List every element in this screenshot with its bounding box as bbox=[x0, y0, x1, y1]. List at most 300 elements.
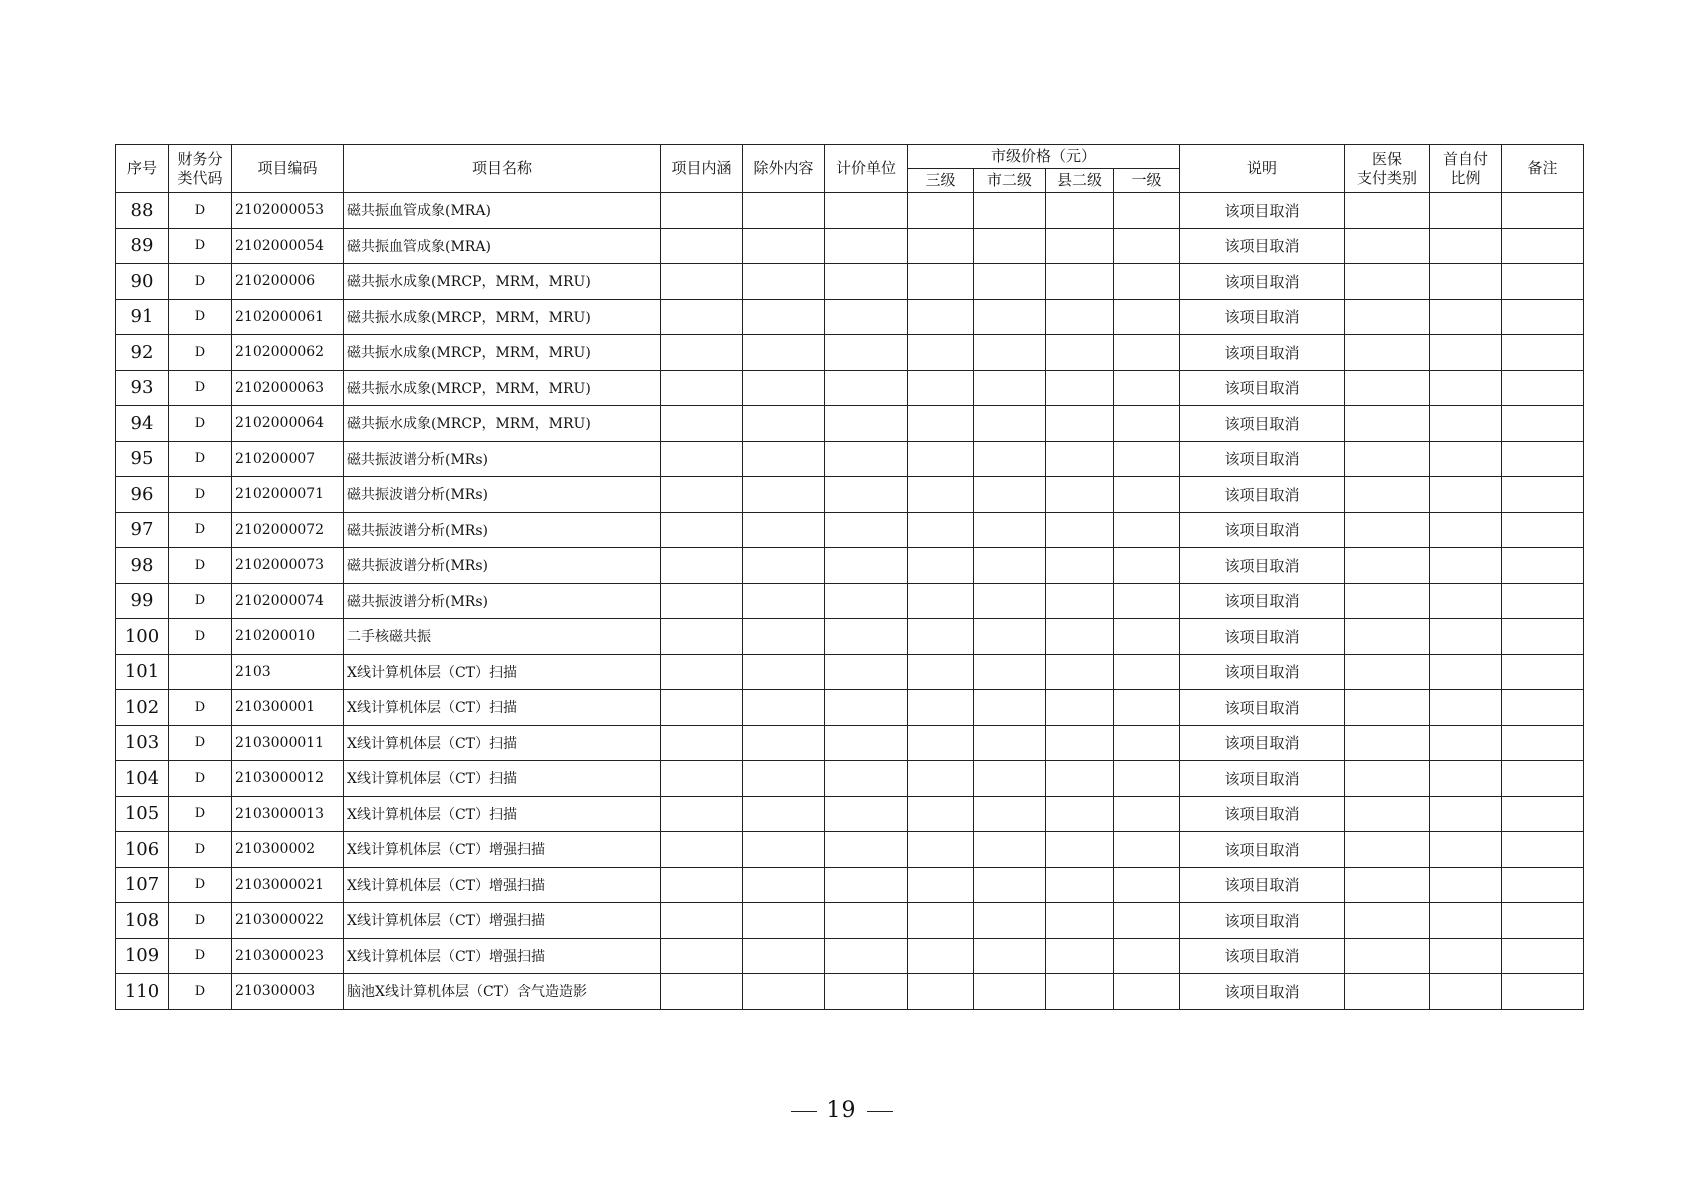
cell-remark: 该项目取消 bbox=[1180, 512, 1345, 548]
cell-seq: 101 bbox=[116, 654, 169, 690]
cell-exclusions bbox=[743, 938, 825, 974]
cell-price-city2 bbox=[974, 938, 1046, 974]
cell-price-city2 bbox=[974, 441, 1046, 477]
header-insurance-line1: 医保 bbox=[1372, 149, 1403, 168]
cell-price-city2 bbox=[974, 903, 1046, 939]
header-exclusions: 除外内容 bbox=[743, 145, 825, 193]
cell-connotation bbox=[661, 867, 743, 903]
cell-insurance bbox=[1345, 583, 1430, 619]
table-row bbox=[116, 193, 1584, 229]
cell-exclusions bbox=[743, 228, 825, 264]
header-self-pay bbox=[1430, 145, 1502, 193]
cell-price-level3 bbox=[908, 264, 974, 300]
cell-seq: 92 bbox=[116, 335, 169, 371]
cell-price-city2 bbox=[974, 867, 1046, 903]
cell-price-level1 bbox=[1114, 938, 1180, 974]
cell-price-level1 bbox=[1114, 832, 1180, 868]
cell-fin-code: D bbox=[169, 832, 232, 868]
cell-self-pay bbox=[1430, 690, 1502, 726]
cell-fin-code: D bbox=[169, 725, 232, 761]
cell-price-county2 bbox=[1046, 299, 1114, 335]
cell-remark: 该项目取消 bbox=[1180, 548, 1345, 584]
cell-exclusions bbox=[743, 654, 825, 690]
cell-exclusions bbox=[743, 974, 825, 1010]
cell-self-pay bbox=[1430, 938, 1502, 974]
cell-price-level1 bbox=[1114, 548, 1180, 584]
cell-connotation bbox=[661, 796, 743, 832]
cell-insurance bbox=[1345, 370, 1430, 406]
cell-item-code: 2103000013 bbox=[232, 796, 344, 832]
cell-price-level3 bbox=[908, 690, 974, 726]
cell-price-county2 bbox=[1046, 832, 1114, 868]
cell-price-level3 bbox=[908, 370, 974, 406]
cell-remark: 该项目取消 bbox=[1180, 264, 1345, 300]
cell-connotation bbox=[661, 299, 743, 335]
cell-remark: 该项目取消 bbox=[1180, 441, 1345, 477]
cell-note bbox=[1502, 299, 1584, 335]
table-row bbox=[116, 938, 1584, 974]
cell-price-level1 bbox=[1114, 690, 1180, 726]
cell-connotation bbox=[661, 903, 743, 939]
cell-price-level3 bbox=[908, 761, 974, 797]
cell-item-name: 磁共振波谱分析(MRs) bbox=[344, 548, 661, 584]
cell-remark: 该项目取消 bbox=[1180, 193, 1345, 229]
cell-insurance bbox=[1345, 477, 1430, 513]
cell-note bbox=[1502, 619, 1584, 655]
cell-exclusions bbox=[743, 690, 825, 726]
cell-remark: 该项目取消 bbox=[1180, 796, 1345, 832]
cell-price-city2 bbox=[974, 832, 1046, 868]
cell-price-county2 bbox=[1046, 406, 1114, 442]
cell-note bbox=[1502, 938, 1584, 974]
cell-note bbox=[1502, 796, 1584, 832]
header-level3: 三级 bbox=[908, 169, 974, 193]
cell-item-name: X线计算机体层（CT）扫描 bbox=[344, 654, 661, 690]
cell-fin-code: D bbox=[169, 512, 232, 548]
cell-seq: 99 bbox=[116, 583, 169, 619]
cell-price-level3 bbox=[908, 832, 974, 868]
cell-price-level1 bbox=[1114, 370, 1180, 406]
cell-unit bbox=[825, 264, 908, 300]
cell-fin-code: D bbox=[169, 406, 232, 442]
cell-item-code: 2102000071 bbox=[232, 477, 344, 513]
table-row bbox=[116, 725, 1584, 761]
cell-price-level3 bbox=[908, 619, 974, 655]
cell-remark: 该项目取消 bbox=[1180, 832, 1345, 868]
cell-seq: 106 bbox=[116, 832, 169, 868]
cell-unit bbox=[825, 974, 908, 1010]
cell-exclusions bbox=[743, 406, 825, 442]
cell-connotation bbox=[661, 974, 743, 1010]
cell-item-code: 210200007 bbox=[232, 441, 344, 477]
cell-price-city2 bbox=[974, 619, 1046, 655]
cell-exclusions bbox=[743, 725, 825, 761]
cell-seq: 100 bbox=[116, 619, 169, 655]
cell-item-name: X线计算机体层（CT）扫描 bbox=[344, 725, 661, 761]
cell-price-county2 bbox=[1046, 477, 1114, 513]
cell-note bbox=[1502, 548, 1584, 584]
cell-connotation bbox=[661, 761, 743, 797]
cell-price-county2 bbox=[1046, 619, 1114, 655]
cell-item-code: 210300002 bbox=[232, 832, 344, 868]
header-fin-code-line1: 财务分 bbox=[177, 149, 223, 168]
header-connotation: 项目内涵 bbox=[661, 145, 743, 193]
cell-price-level3 bbox=[908, 867, 974, 903]
cell-insurance bbox=[1345, 938, 1430, 974]
cell-remark: 该项目取消 bbox=[1180, 690, 1345, 726]
cell-self-pay bbox=[1430, 832, 1502, 868]
cell-price-level1 bbox=[1114, 441, 1180, 477]
header-fin-code-line2: 类代码 bbox=[177, 168, 223, 187]
cell-unit bbox=[825, 796, 908, 832]
cell-item-code: 2102000063 bbox=[232, 370, 344, 406]
cell-price-level3 bbox=[908, 725, 974, 761]
cell-price-city2 bbox=[974, 370, 1046, 406]
cell-item-name: 磁共振水成象(MRCP，MRM，MRU) bbox=[344, 335, 661, 371]
cell-price-city2 bbox=[974, 512, 1046, 548]
cell-connotation bbox=[661, 370, 743, 406]
cell-price-level1 bbox=[1114, 619, 1180, 655]
cell-price-city2 bbox=[974, 228, 1046, 264]
cell-note bbox=[1502, 370, 1584, 406]
header-item-name: 项目名称 bbox=[344, 145, 661, 193]
cell-price-level1 bbox=[1114, 725, 1180, 761]
cell-insurance bbox=[1345, 406, 1430, 442]
cell-seq: 93 bbox=[116, 370, 169, 406]
cell-seq: 98 bbox=[116, 548, 169, 584]
cell-self-pay bbox=[1430, 761, 1502, 797]
cell-note bbox=[1502, 477, 1584, 513]
table-row bbox=[116, 406, 1584, 442]
cell-seq: 102 bbox=[116, 690, 169, 726]
cell-price-level1 bbox=[1114, 264, 1180, 300]
table-row bbox=[116, 548, 1584, 584]
cell-connotation bbox=[661, 264, 743, 300]
cell-item-code: 2103000021 bbox=[232, 867, 344, 903]
cell-price-county2 bbox=[1046, 867, 1114, 903]
cell-note bbox=[1502, 654, 1584, 690]
table-row bbox=[116, 441, 1584, 477]
cell-exclusions bbox=[743, 264, 825, 300]
table-row bbox=[116, 832, 1584, 868]
cell-price-level1 bbox=[1114, 477, 1180, 513]
cell-insurance bbox=[1345, 335, 1430, 371]
cell-self-pay bbox=[1430, 264, 1502, 300]
cell-connotation bbox=[661, 548, 743, 584]
cell-price-county2 bbox=[1046, 974, 1114, 1010]
cell-exclusions bbox=[743, 832, 825, 868]
cell-item-name: X线计算机体层（CT）增强扫描 bbox=[344, 832, 661, 868]
cell-price-level1 bbox=[1114, 903, 1180, 939]
cell-note bbox=[1502, 335, 1584, 371]
cell-self-pay bbox=[1430, 867, 1502, 903]
cell-item-code: 2103000012 bbox=[232, 761, 344, 797]
cell-seq: 97 bbox=[116, 512, 169, 548]
cell-unit bbox=[825, 228, 908, 264]
cell-unit bbox=[825, 477, 908, 513]
header-note: 备注 bbox=[1502, 145, 1584, 193]
cell-price-county2 bbox=[1046, 228, 1114, 264]
cell-remark: 该项目取消 bbox=[1180, 228, 1345, 264]
cell-price-level1 bbox=[1114, 761, 1180, 797]
cell-price-county2 bbox=[1046, 725, 1114, 761]
cell-unit bbox=[825, 832, 908, 868]
cell-price-county2 bbox=[1046, 903, 1114, 939]
cell-unit bbox=[825, 725, 908, 761]
cell-note bbox=[1502, 690, 1584, 726]
cell-price-county2 bbox=[1046, 761, 1114, 797]
cell-fin-code: D bbox=[169, 228, 232, 264]
cell-exclusions bbox=[743, 548, 825, 584]
cell-price-county2 bbox=[1046, 370, 1114, 406]
cell-price-city2 bbox=[974, 761, 1046, 797]
cell-price-level1 bbox=[1114, 193, 1180, 229]
cell-item-name: X线计算机体层（CT）扫描 bbox=[344, 761, 661, 797]
cell-remark: 该项目取消 bbox=[1180, 370, 1345, 406]
cell-self-pay bbox=[1430, 335, 1502, 371]
cell-unit bbox=[825, 512, 908, 548]
cell-connotation bbox=[661, 512, 743, 548]
cell-seq: 95 bbox=[116, 441, 169, 477]
cell-item-code: 210300001 bbox=[232, 690, 344, 726]
cell-fin-code: D bbox=[169, 335, 232, 371]
cell-remark: 该项目取消 bbox=[1180, 335, 1345, 371]
cell-item-name: 磁共振水成象(MRCP，MRM，MRU) bbox=[344, 264, 661, 300]
cell-fin-code: D bbox=[169, 690, 232, 726]
cell-remark: 该项目取消 bbox=[1180, 903, 1345, 939]
cell-fin-code: D bbox=[169, 583, 232, 619]
cell-item-name: 磁共振波谱分析(MRs) bbox=[344, 477, 661, 513]
cell-unit bbox=[825, 299, 908, 335]
cell-price-county2 bbox=[1046, 193, 1114, 229]
cell-self-pay bbox=[1430, 796, 1502, 832]
cell-price-level1 bbox=[1114, 512, 1180, 548]
cell-seq: 90 bbox=[116, 264, 169, 300]
cell-remark: 该项目取消 bbox=[1180, 654, 1345, 690]
table-row bbox=[116, 477, 1584, 513]
cell-connotation bbox=[661, 335, 743, 371]
cell-fin-code: D bbox=[169, 299, 232, 335]
cell-price-level1 bbox=[1114, 406, 1180, 442]
footer-dash-left bbox=[791, 1111, 817, 1112]
cell-seq: 110 bbox=[116, 974, 169, 1010]
cell-price-level1 bbox=[1114, 583, 1180, 619]
table-row bbox=[116, 974, 1584, 1010]
cell-insurance bbox=[1345, 299, 1430, 335]
cell-remark: 该项目取消 bbox=[1180, 583, 1345, 619]
cell-fin-code: D bbox=[169, 938, 232, 974]
cell-price-level3 bbox=[908, 512, 974, 548]
cell-self-pay bbox=[1430, 370, 1502, 406]
cell-exclusions bbox=[743, 867, 825, 903]
cell-price-level3 bbox=[908, 441, 974, 477]
cell-note bbox=[1502, 903, 1584, 939]
cell-price-level3 bbox=[908, 974, 974, 1010]
cell-fin-code: D bbox=[169, 761, 232, 797]
cell-self-pay bbox=[1430, 654, 1502, 690]
cell-note bbox=[1502, 974, 1584, 1010]
cell-insurance bbox=[1345, 512, 1430, 548]
cell-price-level3 bbox=[908, 406, 974, 442]
header-remark: 说明 bbox=[1180, 145, 1345, 193]
cell-item-code: 2102000053 bbox=[232, 193, 344, 229]
cell-unit bbox=[825, 761, 908, 797]
cell-price-county2 bbox=[1046, 548, 1114, 584]
cell-self-pay bbox=[1430, 583, 1502, 619]
cell-insurance bbox=[1345, 193, 1430, 229]
cell-unit bbox=[825, 690, 908, 726]
cell-fin-code: D bbox=[169, 903, 232, 939]
cell-fin-code: D bbox=[169, 867, 232, 903]
cell-item-code: 2103 bbox=[232, 654, 344, 690]
cell-connotation bbox=[661, 832, 743, 868]
cell-item-code: 2102000061 bbox=[232, 299, 344, 335]
cell-unit bbox=[825, 193, 908, 229]
cell-seq: 108 bbox=[116, 903, 169, 939]
cell-self-pay bbox=[1430, 406, 1502, 442]
cell-item-code: 2102000062 bbox=[232, 335, 344, 371]
cell-price-level3 bbox=[908, 938, 974, 974]
cell-price-city2 bbox=[974, 690, 1046, 726]
cell-unit bbox=[825, 938, 908, 974]
cell-price-county2 bbox=[1046, 512, 1114, 548]
table-row bbox=[116, 228, 1584, 264]
cell-insurance bbox=[1345, 228, 1430, 264]
cell-note bbox=[1502, 583, 1584, 619]
cell-self-pay bbox=[1430, 619, 1502, 655]
price-table bbox=[115, 144, 1584, 1010]
cell-insurance bbox=[1345, 761, 1430, 797]
cell-price-county2 bbox=[1046, 335, 1114, 371]
cell-connotation bbox=[661, 654, 743, 690]
cell-insurance bbox=[1345, 867, 1430, 903]
cell-item-name: X线计算机体层（CT）增强扫描 bbox=[344, 938, 661, 974]
table-body bbox=[116, 193, 1584, 1010]
cell-connotation bbox=[661, 725, 743, 761]
cell-self-pay bbox=[1430, 725, 1502, 761]
cell-exclusions bbox=[743, 441, 825, 477]
cell-price-county2 bbox=[1046, 796, 1114, 832]
cell-price-city2 bbox=[974, 335, 1046, 371]
cell-self-pay bbox=[1430, 193, 1502, 229]
cell-insurance bbox=[1345, 903, 1430, 939]
cell-item-code: 2102000072 bbox=[232, 512, 344, 548]
cell-price-level3 bbox=[908, 796, 974, 832]
table-row bbox=[116, 583, 1584, 619]
table-row bbox=[116, 299, 1584, 335]
cell-fin-code: D bbox=[169, 619, 232, 655]
cell-note bbox=[1502, 761, 1584, 797]
cell-item-code: 2102000054 bbox=[232, 228, 344, 264]
cell-insurance bbox=[1345, 441, 1430, 477]
cell-remark: 该项目取消 bbox=[1180, 406, 1345, 442]
cell-price-level1 bbox=[1114, 974, 1180, 1010]
cell-seq: 105 bbox=[116, 796, 169, 832]
cell-item-name: 二手核磁共振 bbox=[344, 619, 661, 655]
cell-exclusions bbox=[743, 477, 825, 513]
cell-seq: 94 bbox=[116, 406, 169, 442]
cell-connotation bbox=[661, 477, 743, 513]
header-insurance bbox=[1345, 145, 1430, 193]
cell-exclusions bbox=[743, 299, 825, 335]
cell-price-level1 bbox=[1114, 335, 1180, 371]
cell-item-name: 磁共振波谱分析(MRs) bbox=[344, 583, 661, 619]
header-self-pay-line1: 首自付 bbox=[1443, 149, 1489, 168]
header-city2: 市二级 bbox=[974, 169, 1046, 193]
cell-seq: 91 bbox=[116, 299, 169, 335]
cell-price-city2 bbox=[974, 193, 1046, 229]
cell-self-pay bbox=[1430, 477, 1502, 513]
cell-price-city2 bbox=[974, 654, 1046, 690]
cell-exclusions bbox=[743, 903, 825, 939]
cell-connotation bbox=[661, 619, 743, 655]
table-row bbox=[116, 619, 1584, 655]
cell-fin-code: D bbox=[169, 441, 232, 477]
cell-insurance bbox=[1345, 974, 1430, 1010]
cell-item-name: X线计算机体层（CT）增强扫描 bbox=[344, 867, 661, 903]
cell-price-level1 bbox=[1114, 299, 1180, 335]
cell-unit bbox=[825, 583, 908, 619]
cell-exclusions bbox=[743, 193, 825, 229]
cell-price-city2 bbox=[974, 583, 1046, 619]
cell-price-level3 bbox=[908, 903, 974, 939]
cell-price-city2 bbox=[974, 406, 1046, 442]
cell-item-name: X线计算机体层（CT）扫描 bbox=[344, 690, 661, 726]
cell-self-pay bbox=[1430, 903, 1502, 939]
cell-item-code: 2103000011 bbox=[232, 725, 344, 761]
table-row bbox=[116, 370, 1584, 406]
cell-price-city2 bbox=[974, 477, 1046, 513]
cell-price-level3 bbox=[908, 548, 974, 584]
cell-note bbox=[1502, 725, 1584, 761]
cell-fin-code: D bbox=[169, 193, 232, 229]
cell-price-level1 bbox=[1114, 796, 1180, 832]
cell-price-level3 bbox=[908, 654, 974, 690]
cell-price-city2 bbox=[974, 548, 1046, 584]
cell-item-code: 210200006 bbox=[232, 264, 344, 300]
header-item-code: 项目编码 bbox=[232, 145, 344, 193]
cell-seq: 104 bbox=[116, 761, 169, 797]
cell-item-name: 磁共振水成象(MRCP，MRM，MRU) bbox=[344, 370, 661, 406]
header-seq: 序号 bbox=[116, 145, 169, 193]
cell-insurance bbox=[1345, 264, 1430, 300]
cell-insurance bbox=[1345, 832, 1430, 868]
cell-exclusions bbox=[743, 370, 825, 406]
cell-fin-code bbox=[169, 654, 232, 690]
table-row bbox=[116, 335, 1584, 371]
cell-note bbox=[1502, 832, 1584, 868]
cell-price-city2 bbox=[974, 796, 1046, 832]
cell-self-pay bbox=[1430, 512, 1502, 548]
cell-seq: 109 bbox=[116, 938, 169, 974]
cell-fin-code: D bbox=[169, 477, 232, 513]
cell-price-level3 bbox=[908, 228, 974, 264]
cell-unit bbox=[825, 903, 908, 939]
cell-price-city2 bbox=[974, 299, 1046, 335]
cell-item-name: X线计算机体层（CT）增强扫描 bbox=[344, 903, 661, 939]
cell-price-level3 bbox=[908, 299, 974, 335]
table-row bbox=[116, 512, 1584, 548]
cell-unit bbox=[825, 619, 908, 655]
cell-connotation bbox=[661, 193, 743, 229]
cell-insurance bbox=[1345, 725, 1430, 761]
cell-self-pay bbox=[1430, 228, 1502, 264]
cell-price-level3 bbox=[908, 477, 974, 513]
header-fin-code bbox=[169, 145, 232, 193]
cell-item-name: X线计算机体层（CT）扫描 bbox=[344, 796, 661, 832]
cell-unit bbox=[825, 867, 908, 903]
header-insurance-line2: 支付类别 bbox=[1357, 168, 1418, 187]
